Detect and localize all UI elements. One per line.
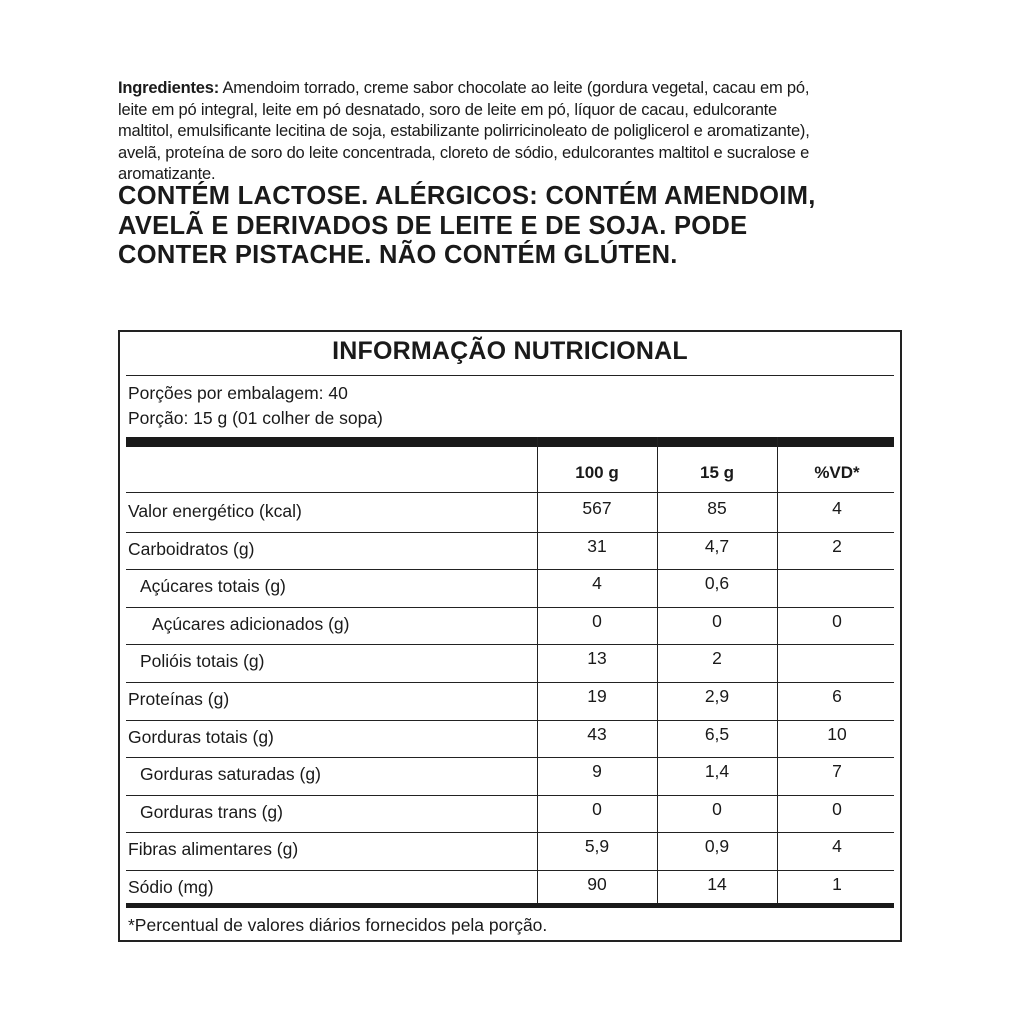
column-header-100g: 100 g xyxy=(575,463,619,482)
nutrient-label: Carboidratos (g) xyxy=(128,538,255,559)
value-per-serving: 85 xyxy=(707,498,727,518)
daily-value-percent: 10 xyxy=(827,723,847,744)
value-per-100g: 19 xyxy=(587,686,607,706)
value-per-100g: 90 xyxy=(587,874,607,894)
serving-size: Porção: 15 g (01 colher de sopa) xyxy=(128,408,383,428)
ingredients-label: Ingredientes: xyxy=(118,79,220,97)
nutrition-facts-panel xyxy=(118,330,902,942)
ingredients-paragraph xyxy=(118,78,822,186)
header-divider-bar xyxy=(126,437,894,447)
value-per-100g: 31 xyxy=(587,535,607,556)
daily-value-percent: 7 xyxy=(832,761,842,782)
value-per-serving: 0 xyxy=(712,610,722,631)
nutrient-label: Gorduras trans (g) xyxy=(140,801,283,822)
value-per-serving: 6,5 xyxy=(704,723,730,744)
value-per-serving: 2 xyxy=(712,648,722,669)
nutrient-label: Sódio (mg) xyxy=(128,877,214,897)
ingredients-text: Amendoim torrado, creme sabor chocolate ao leite (gordura vegetal, cacau em pó, leite em pó integral, leite em pó desnatado, soro de leite em pó, líquor de cacau, edulcorante maltitol, emulsificante lecitina de soja, estabilizante polirricinoleato de poliglicerol e aromatizante), avelã, proteína de soro do leite concentrada, cloreto de sódio, edulcorantes maltitol e sucralose e aromatizante. xyxy=(118,79,810,183)
daily-value-percent: 4 xyxy=(832,498,842,518)
row-divider xyxy=(126,569,894,570)
value-per-100g: 13 xyxy=(587,648,607,669)
daily-value-percent: 2 xyxy=(832,535,842,556)
value-per-100g: 0 xyxy=(592,610,602,631)
footnote: *Percentual de valores diários fornecidos pela porção. xyxy=(128,915,548,935)
nutrient-label: Gorduras saturadas (g) xyxy=(140,764,321,785)
column-header-15g: 15 g xyxy=(699,463,735,482)
row-divider xyxy=(126,607,894,608)
row-divider xyxy=(126,757,894,758)
column-header-vd: %VD* xyxy=(814,463,860,482)
nutrient-label: Açúcares adicionados (g) xyxy=(152,613,350,634)
footer-divider-bar xyxy=(126,903,894,908)
nutrient-label: Valor energético (kcal) xyxy=(128,501,302,521)
value-per-100g: 43 xyxy=(587,723,607,744)
value-per-serving: 0 xyxy=(712,798,722,819)
servings-per-package: Porções por embalagem: 40 xyxy=(128,383,348,403)
column-divider xyxy=(777,437,778,907)
value-per-serving: 14 xyxy=(707,874,727,894)
row-divider xyxy=(126,644,894,645)
row-divider xyxy=(126,720,894,721)
nutrient-label: Açúcares totais (g) xyxy=(140,576,286,597)
nutrient-label: Proteínas (g) xyxy=(128,689,230,709)
nutrient-label: Polióis totais (g) xyxy=(140,651,265,672)
nutrition-title: INFORMAÇÃO NUTRICIONAL xyxy=(332,337,688,365)
value-per-100g: 4 xyxy=(592,573,602,594)
value-per-serving: 0,9 xyxy=(704,836,730,857)
value-per-serving: 0,6 xyxy=(704,573,730,594)
row-divider xyxy=(126,682,894,683)
row-divider xyxy=(126,870,894,871)
row-divider xyxy=(126,795,894,796)
allergen-warning: CONTÉM LACTOSE. ALÉRGICOS: CONTÉM AMENDOIM, AVELÃ E DERIVADOS DE LEITE E DE SOJA. PODE CONTER PISTACHE. NÃO CONTÉM GLÚTEN. xyxy=(118,182,816,269)
title-divider xyxy=(126,375,894,376)
row-divider xyxy=(126,492,894,493)
value-per-serving: 4,7 xyxy=(704,535,730,556)
daily-value-percent: 4 xyxy=(832,836,842,857)
daily-value-percent: 6 xyxy=(832,686,842,706)
daily-value-percent: 0 xyxy=(832,610,842,631)
nutrient-label: Fibras alimentares (g) xyxy=(128,839,299,860)
row-divider xyxy=(126,532,894,533)
value-per-serving: 2,9 xyxy=(704,686,730,706)
column-divider xyxy=(537,437,538,907)
column-divider xyxy=(657,437,658,907)
row-divider xyxy=(126,832,894,833)
value-per-100g: 0 xyxy=(592,798,602,819)
daily-value-percent: 1 xyxy=(832,874,842,894)
value-per-100g: 5,9 xyxy=(584,836,610,857)
nutrient-label: Gorduras totais (g) xyxy=(128,726,274,747)
value-per-100g: 9 xyxy=(592,761,602,782)
value-per-serving: 1,4 xyxy=(704,761,730,782)
daily-value-percent: 0 xyxy=(832,798,842,819)
value-per-100g: 567 xyxy=(582,498,612,518)
